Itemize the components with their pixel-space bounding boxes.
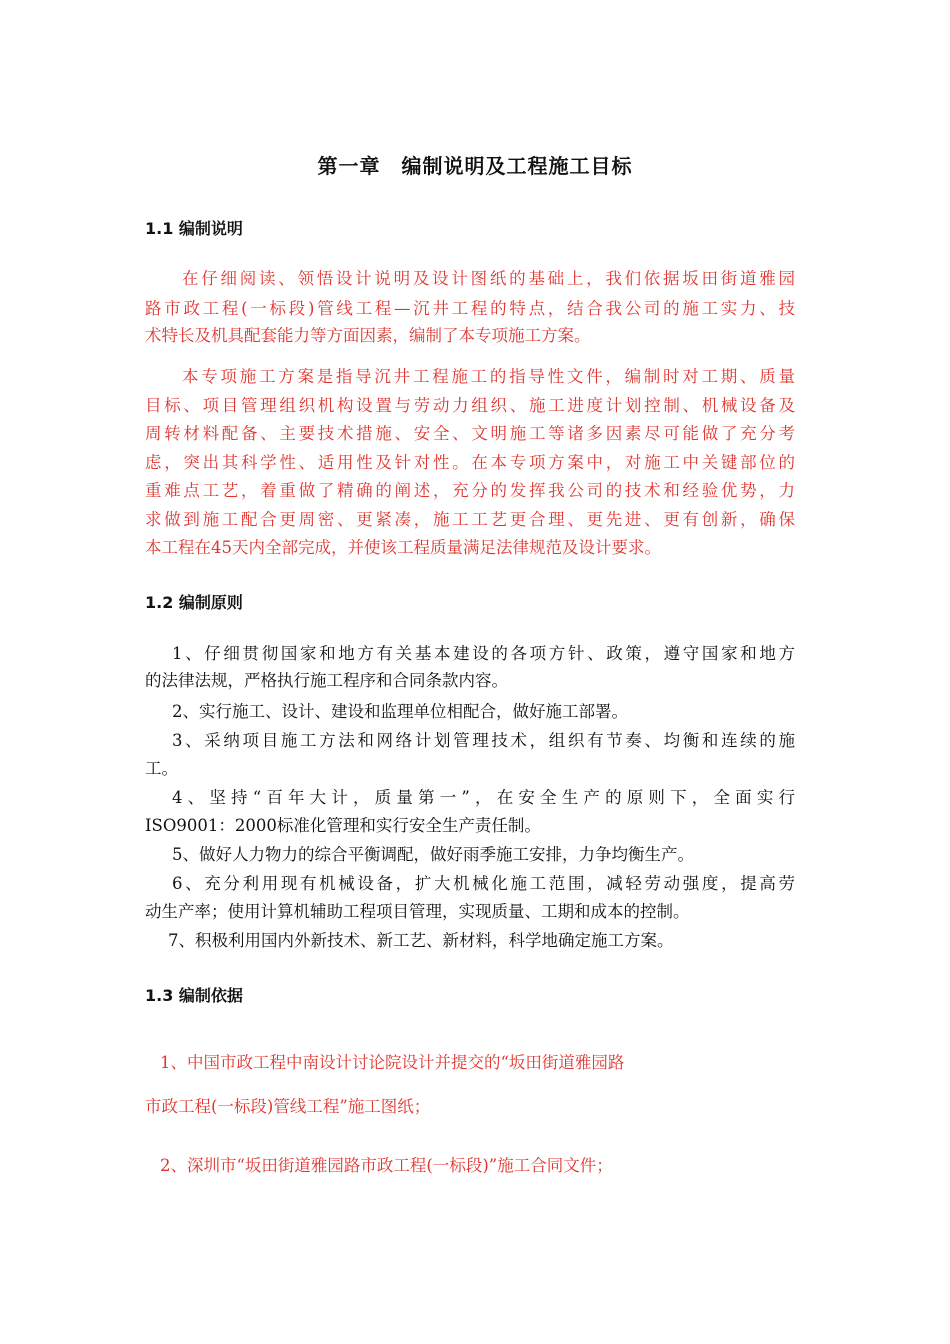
paragraph-line: 路市政工程(一标段)管线工程—沉井工程的特点，结合我公司的施工实力、技 [145,299,795,318]
principle-line: 6、充分利用现有机械设备，扩大机械化施工范围，减轻劳动强度，提高劳 [172,874,795,893]
section-heading-1-3: 1.3 编制依据 [145,986,243,1005]
paragraph-line: 求做到施工配合更周密、更紧凑，施工工艺更合理、更先进、更有创新，确保 [145,510,795,529]
section-heading-1-1: 1.1 编制说明 [145,219,243,238]
paragraph-line: 在仔细阅读、领悟设计说明及设计图纸的基础上，我们依据坂田街道雅园 [182,269,795,288]
basis-line: 市政工程(一标段)管线工程”施工图纸； [145,1097,431,1116]
section-heading-1-2: 1.2 编制原则 [145,593,243,612]
principle-line: 2、实行施工、设计、建设和监理单位相配合，做好施工部署。 [172,702,628,721]
paragraph-line: 术特长及机具配套能力等方面因素，编制了本专项施工方案。 [145,326,591,345]
principle-line: 5、做好人力物力的综合平衡调配，做好雨季施工安排，力争均衡生产。 [172,845,694,864]
paragraph-line: 虑，突出其科学性、适用性及针对性。在本专项方案中，对施工中关键部位的 [145,453,795,472]
basis-line: 1、中国市政工程中南设计讨论院设计并提交的“坂田街道雅园路 [160,1053,625,1072]
principle-line: ISO9001：2000标准化管理和实行安全生产责任制。 [145,816,541,835]
principle-line: 7、积极利用国内外新技术、新工艺、新材料，科学地确定施工方案。 [168,931,674,950]
paragraph-line: 周转材料配备、主要技术措施、安全、文明施工等诸多因素尽可能做了充分考 [145,424,795,443]
paragraph-line: 本专项施工方案是指导沉井工程施工的指导性文件，编制时对工期、质量 [182,367,795,386]
paragraph-line: 本工程在45天内全部完成，并使该工程质量满足法律规范及设计要求。 [145,538,661,557]
principle-line: 4、坚持“百年大计，质量第一”，在安全生产的原则下，全面实行 [172,788,795,807]
principle-line: 3、采纳项目施工方法和网络计划管理技术，组织有节奏、均衡和连续的施 [172,731,795,750]
chapter-title: 第一章 编制说明及工程施工目标 [317,154,633,178]
paragraph-line: 重难点工艺，着重做了精确的阐述，充分的发挥我公司的技术和经验优势，力 [145,481,795,500]
principle-line: 工。 [145,759,178,778]
paragraph-line: 目标、项目管理组织机构设置与劳动力组织、施工进度计划控制、机械设备及 [145,396,795,415]
principle-line: 1、仔细贯彻国家和地方有关基本建设的各项方针、政策，遵守国家和地方 [172,644,795,663]
basis-line: 2、深圳市“坂田街道雅园路市政工程(一标段)”施工合同文件； [160,1156,613,1175]
principle-line: 动生产率；使用计算机辅助工程项目管理，实现质量、工期和成本的控制。 [145,902,690,921]
principle-line: 的法律法规，严格执行施工程序和合同条款内容。 [145,671,508,690]
